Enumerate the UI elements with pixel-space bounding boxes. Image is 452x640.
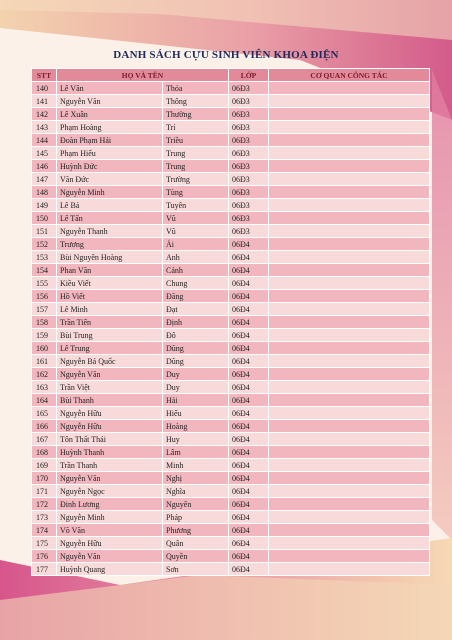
stt-cell: 162 [32, 368, 57, 381]
co-quan-cell [269, 251, 430, 264]
co-quan-cell [269, 472, 430, 485]
stt-cell: 148 [32, 186, 57, 199]
stt-cell: 142 [32, 108, 57, 121]
ten-cell: Hải [163, 394, 229, 407]
lop-cell: 06Đ3 [229, 212, 269, 225]
stt-cell: 173 [32, 511, 57, 524]
ho-cell: Đinh Lương [57, 498, 163, 511]
co-quan-cell [269, 303, 430, 316]
lop-cell: 06Đ3 [229, 95, 269, 108]
co-quan-cell [269, 277, 430, 290]
ten-cell: Vũ [163, 225, 229, 238]
stt-cell: 174 [32, 524, 57, 537]
ho-cell: Nguyễn Hữu [57, 407, 163, 420]
ho-cell: Lê Trung [57, 342, 163, 355]
table-row [32, 446, 430, 459]
co-quan-cell [269, 290, 430, 303]
stt-cell: 144 [32, 134, 57, 147]
lop-cell: 06Đ4 [229, 550, 269, 563]
lop-cell: 06Đ3 [229, 108, 269, 121]
lop-cell: 06Đ4 [229, 407, 269, 420]
co-quan-cell [269, 134, 430, 147]
ten-cell: Trường [163, 173, 229, 186]
lop-cell: 06Đ4 [229, 238, 269, 251]
table-row [32, 238, 430, 251]
ho-cell: Phạm Hoàng [57, 121, 163, 134]
stt-cell: 149 [32, 199, 57, 212]
co-quan-cell [269, 355, 430, 368]
lop-cell: 06Đ4 [229, 368, 269, 381]
ho-cell: Văn Đức [57, 173, 163, 186]
ten-cell: Thường [163, 108, 229, 121]
ten-cell: Pháp [163, 511, 229, 524]
co-quan-cell [269, 394, 430, 407]
stt-cell: 172 [32, 498, 57, 511]
table-row [32, 394, 430, 407]
stt-cell: 141 [32, 95, 57, 108]
ho-cell: Trương [57, 238, 163, 251]
ho-cell: Nguyễn Văn [57, 472, 163, 485]
lop-cell: 06Đ4 [229, 329, 269, 342]
ten-cell: Cảnh [163, 264, 229, 277]
lop-cell: 06Đ4 [229, 459, 269, 472]
ho-cell: Phạm Hiếu [57, 147, 163, 160]
co-quan-cell [269, 316, 430, 329]
ten-cell: Lâm [163, 446, 229, 459]
lop-cell: 06Đ4 [229, 394, 269, 407]
co-quan-cell [269, 95, 430, 108]
co-quan-cell [269, 381, 430, 394]
lop-cell: 06Đ4 [229, 290, 269, 303]
stt-cell: 168 [32, 446, 57, 459]
table-row [32, 199, 430, 212]
stt-cell: 146 [32, 160, 57, 173]
co-quan-cell [269, 342, 430, 355]
header-ho-va-ten: HỌ VÀ TÊN [57, 69, 229, 82]
stt-cell: 170 [32, 472, 57, 485]
table-row [32, 511, 430, 524]
co-quan-cell [269, 108, 430, 121]
co-quan-cell [269, 433, 430, 446]
ten-cell: Vũ [163, 212, 229, 225]
stt-cell: 175 [32, 537, 57, 550]
ho-cell: Huỳnh Quang [57, 563, 163, 576]
ho-cell: Nguyễn Bá Quốc [57, 355, 163, 368]
lop-cell: 06Đ4 [229, 485, 269, 498]
table-row [32, 537, 430, 550]
stt-cell: 164 [32, 394, 57, 407]
ten-cell: Triều [163, 134, 229, 147]
lop-cell: 06Đ4 [229, 316, 269, 329]
co-quan-cell [269, 238, 430, 251]
table-row [32, 498, 430, 511]
stt-cell: 151 [32, 225, 57, 238]
table-row [32, 134, 430, 147]
lop-cell: 06Đ4 [229, 537, 269, 550]
ho-cell: Võ Văn [57, 524, 163, 537]
table-row [32, 225, 430, 238]
lop-cell: 06Đ4 [229, 420, 269, 433]
table-row [32, 524, 430, 537]
co-quan-cell [269, 173, 430, 186]
stt-cell: 143 [32, 121, 57, 134]
stt-cell: 163 [32, 381, 57, 394]
lop-cell: 06Đ4 [229, 498, 269, 511]
ho-cell: Đoàn Phạm Hải [57, 134, 163, 147]
co-quan-cell [269, 82, 430, 95]
header-co-quan: CƠ QUAN CÔNG TÁC [269, 69, 430, 82]
lop-cell: 06Đ4 [229, 563, 269, 576]
lop-cell: 06Đ4 [229, 472, 269, 485]
table-body [32, 82, 430, 576]
stt-cell: 167 [32, 433, 57, 446]
ten-cell: Trung [163, 160, 229, 173]
ten-cell: Phương [163, 524, 229, 537]
ho-cell: Kiều Viết [57, 277, 163, 290]
lop-cell: 06Đ3 [229, 82, 269, 95]
ho-cell: Bùi Trung [57, 329, 163, 342]
header-stt: STT [32, 69, 57, 82]
co-quan-cell [269, 212, 430, 225]
ten-cell: Tuyên [163, 199, 229, 212]
stt-cell: 140 [32, 82, 57, 95]
document-title: DANH SÁCH CỰU SINH VIÊN KHOA ĐIỆN [113, 49, 339, 61]
lop-cell: 06Đ4 [229, 433, 269, 446]
ten-cell: Đô [163, 329, 229, 342]
stt-cell: 176 [32, 550, 57, 563]
ten-cell: Thông [163, 95, 229, 108]
ho-cell: Hồ Viết [57, 290, 163, 303]
ho-cell: Lê Minh [57, 303, 163, 316]
co-quan-cell [269, 368, 430, 381]
co-quan-cell [269, 524, 430, 537]
co-quan-cell [269, 329, 430, 342]
ho-cell: Huỳnh Thanh [57, 446, 163, 459]
ten-cell: Hoàng [163, 420, 229, 433]
table-row [32, 251, 430, 264]
table-row [32, 95, 430, 108]
stt-cell: 145 [32, 147, 57, 160]
ho-cell: Lê Tấn [57, 212, 163, 225]
co-quan-cell [269, 550, 430, 563]
ten-cell: Chung [163, 277, 229, 290]
co-quan-cell [269, 459, 430, 472]
lop-cell: 06Đ3 [229, 121, 269, 134]
table-row [32, 290, 430, 303]
ten-cell: Quân [163, 537, 229, 550]
ho-cell: Phan Văn [57, 264, 163, 277]
alumni-table [31, 68, 430, 576]
table-row [32, 316, 430, 329]
lop-cell: 06Đ3 [229, 199, 269, 212]
ho-cell: Huỳnh Đức [57, 160, 163, 173]
lop-cell: 06Đ3 [229, 173, 269, 186]
table-row [32, 212, 430, 225]
table-row [32, 563, 430, 576]
lop-cell: 06Đ4 [229, 277, 269, 290]
ho-cell: Trần Tiến [57, 316, 163, 329]
ten-cell: Duy [163, 368, 229, 381]
co-quan-cell [269, 121, 430, 134]
table-row [32, 147, 430, 160]
ho-cell: Nguyễn Minh [57, 511, 163, 524]
ten-cell: Huy [163, 433, 229, 446]
lop-cell: 06Đ4 [229, 264, 269, 277]
stt-cell: 156 [32, 290, 57, 303]
ten-cell: Trí [163, 121, 229, 134]
lop-cell: 06Đ4 [229, 342, 269, 355]
ho-cell: Lê Văn [57, 82, 163, 95]
co-quan-cell [269, 420, 430, 433]
table-row [32, 264, 430, 277]
ten-cell: Thỏa [163, 82, 229, 95]
table-row [32, 186, 430, 199]
co-quan-cell [269, 511, 430, 524]
ho-cell: Trần Việt [57, 381, 163, 394]
table-row [32, 82, 430, 95]
stt-cell: 157 [32, 303, 57, 316]
ten-cell: Quyền [163, 550, 229, 563]
table-row [32, 420, 430, 433]
ten-cell: Trung [163, 147, 229, 160]
ten-cell: Tùng [163, 186, 229, 199]
lop-cell: 06Đ3 [229, 134, 269, 147]
stt-cell: 154 [32, 264, 57, 277]
table-row [32, 173, 430, 186]
lop-cell: 06Đ4 [229, 355, 269, 368]
lop-cell: 06Đ4 [229, 303, 269, 316]
stt-cell: 165 [32, 407, 57, 420]
ho-cell: Nguyễn Hữu [57, 537, 163, 550]
table-row [32, 355, 430, 368]
stt-cell: 153 [32, 251, 57, 264]
stt-cell: 150 [32, 212, 57, 225]
ten-cell: Hiếu [163, 407, 229, 420]
table-header-row [32, 69, 430, 82]
co-quan-cell [269, 264, 430, 277]
co-quan-cell [269, 407, 430, 420]
ten-cell: Duy [163, 381, 229, 394]
stt-cell: 161 [32, 355, 57, 368]
ho-cell: Trần Thanh [57, 459, 163, 472]
ten-cell: Sơn [163, 563, 229, 576]
ten-cell: Minh [163, 459, 229, 472]
header-lop: LỚP [229, 69, 269, 82]
lop-cell: 06Đ4 [229, 251, 269, 264]
ho-cell: Nguyễn Ngọc [57, 485, 163, 498]
stt-cell: 169 [32, 459, 57, 472]
co-quan-cell [269, 537, 430, 550]
co-quan-cell [269, 485, 430, 498]
co-quan-cell [269, 160, 430, 173]
table-row [32, 485, 430, 498]
stt-cell: 171 [32, 485, 57, 498]
lop-cell: 06Đ3 [229, 186, 269, 199]
table-row [32, 303, 430, 316]
lop-cell: 06Đ3 [229, 147, 269, 160]
ho-cell: Tôn Thất Thái [57, 433, 163, 446]
lop-cell: 06Đ4 [229, 446, 269, 459]
ten-cell: Đăng [163, 290, 229, 303]
table-row [32, 277, 430, 290]
stt-cell: 152 [32, 238, 57, 251]
ho-cell: Nguyễn Hữu [57, 420, 163, 433]
stt-cell: 158 [32, 316, 57, 329]
lop-cell: 06Đ4 [229, 524, 269, 537]
table-row [32, 407, 430, 420]
ten-cell: Dũng [163, 355, 229, 368]
table-row [32, 329, 430, 342]
ten-cell: Nghị [163, 472, 229, 485]
table-row [32, 459, 430, 472]
table-row [32, 550, 430, 563]
lop-cell: 06Đ4 [229, 381, 269, 394]
ho-cell: Lê Xuân [57, 108, 163, 121]
co-quan-cell [269, 498, 430, 511]
ten-cell: Nghĩa [163, 485, 229, 498]
ten-cell: Anh [163, 251, 229, 264]
ho-cell: Nguyễn Minh [57, 186, 163, 199]
table-row [32, 368, 430, 381]
co-quan-cell [269, 147, 430, 160]
ten-cell: Nguyên [163, 498, 229, 511]
co-quan-cell [269, 446, 430, 459]
co-quan-cell [269, 563, 430, 576]
stt-cell: 147 [32, 173, 57, 186]
ho-cell: Nguyễn Văn [57, 95, 163, 108]
stt-cell: 159 [32, 329, 57, 342]
table-row [32, 472, 430, 485]
stt-cell: 160 [32, 342, 57, 355]
stt-cell: 155 [32, 277, 57, 290]
table-row [32, 433, 430, 446]
ten-cell: Dũng [163, 342, 229, 355]
ho-cell: Nguyễn Văn [57, 368, 163, 381]
table-row [32, 342, 430, 355]
ho-cell: Lê Bá [57, 199, 163, 212]
co-quan-cell [269, 186, 430, 199]
ho-cell: Bùi Nguyên Hoàng [57, 251, 163, 264]
lop-cell: 06Đ3 [229, 160, 269, 173]
ten-cell: Định [163, 316, 229, 329]
ten-cell: Đạt [163, 303, 229, 316]
ho-cell: Bùi Thanh [57, 394, 163, 407]
ho-cell: Nguyễn Thanh [57, 225, 163, 238]
ho-cell: Nguyễn Văn [57, 550, 163, 563]
table-row [32, 121, 430, 134]
lop-cell: 06Đ4 [229, 511, 269, 524]
co-quan-cell [269, 225, 430, 238]
co-quan-cell [269, 199, 430, 212]
right-decorative-band [432, 70, 452, 540]
table-row [32, 381, 430, 394]
table-row [32, 108, 430, 121]
table-row [32, 160, 430, 173]
stt-cell: 166 [32, 420, 57, 433]
ten-cell: Ái [163, 238, 229, 251]
stt-cell: 177 [32, 563, 57, 576]
lop-cell: 06Đ3 [229, 225, 269, 238]
